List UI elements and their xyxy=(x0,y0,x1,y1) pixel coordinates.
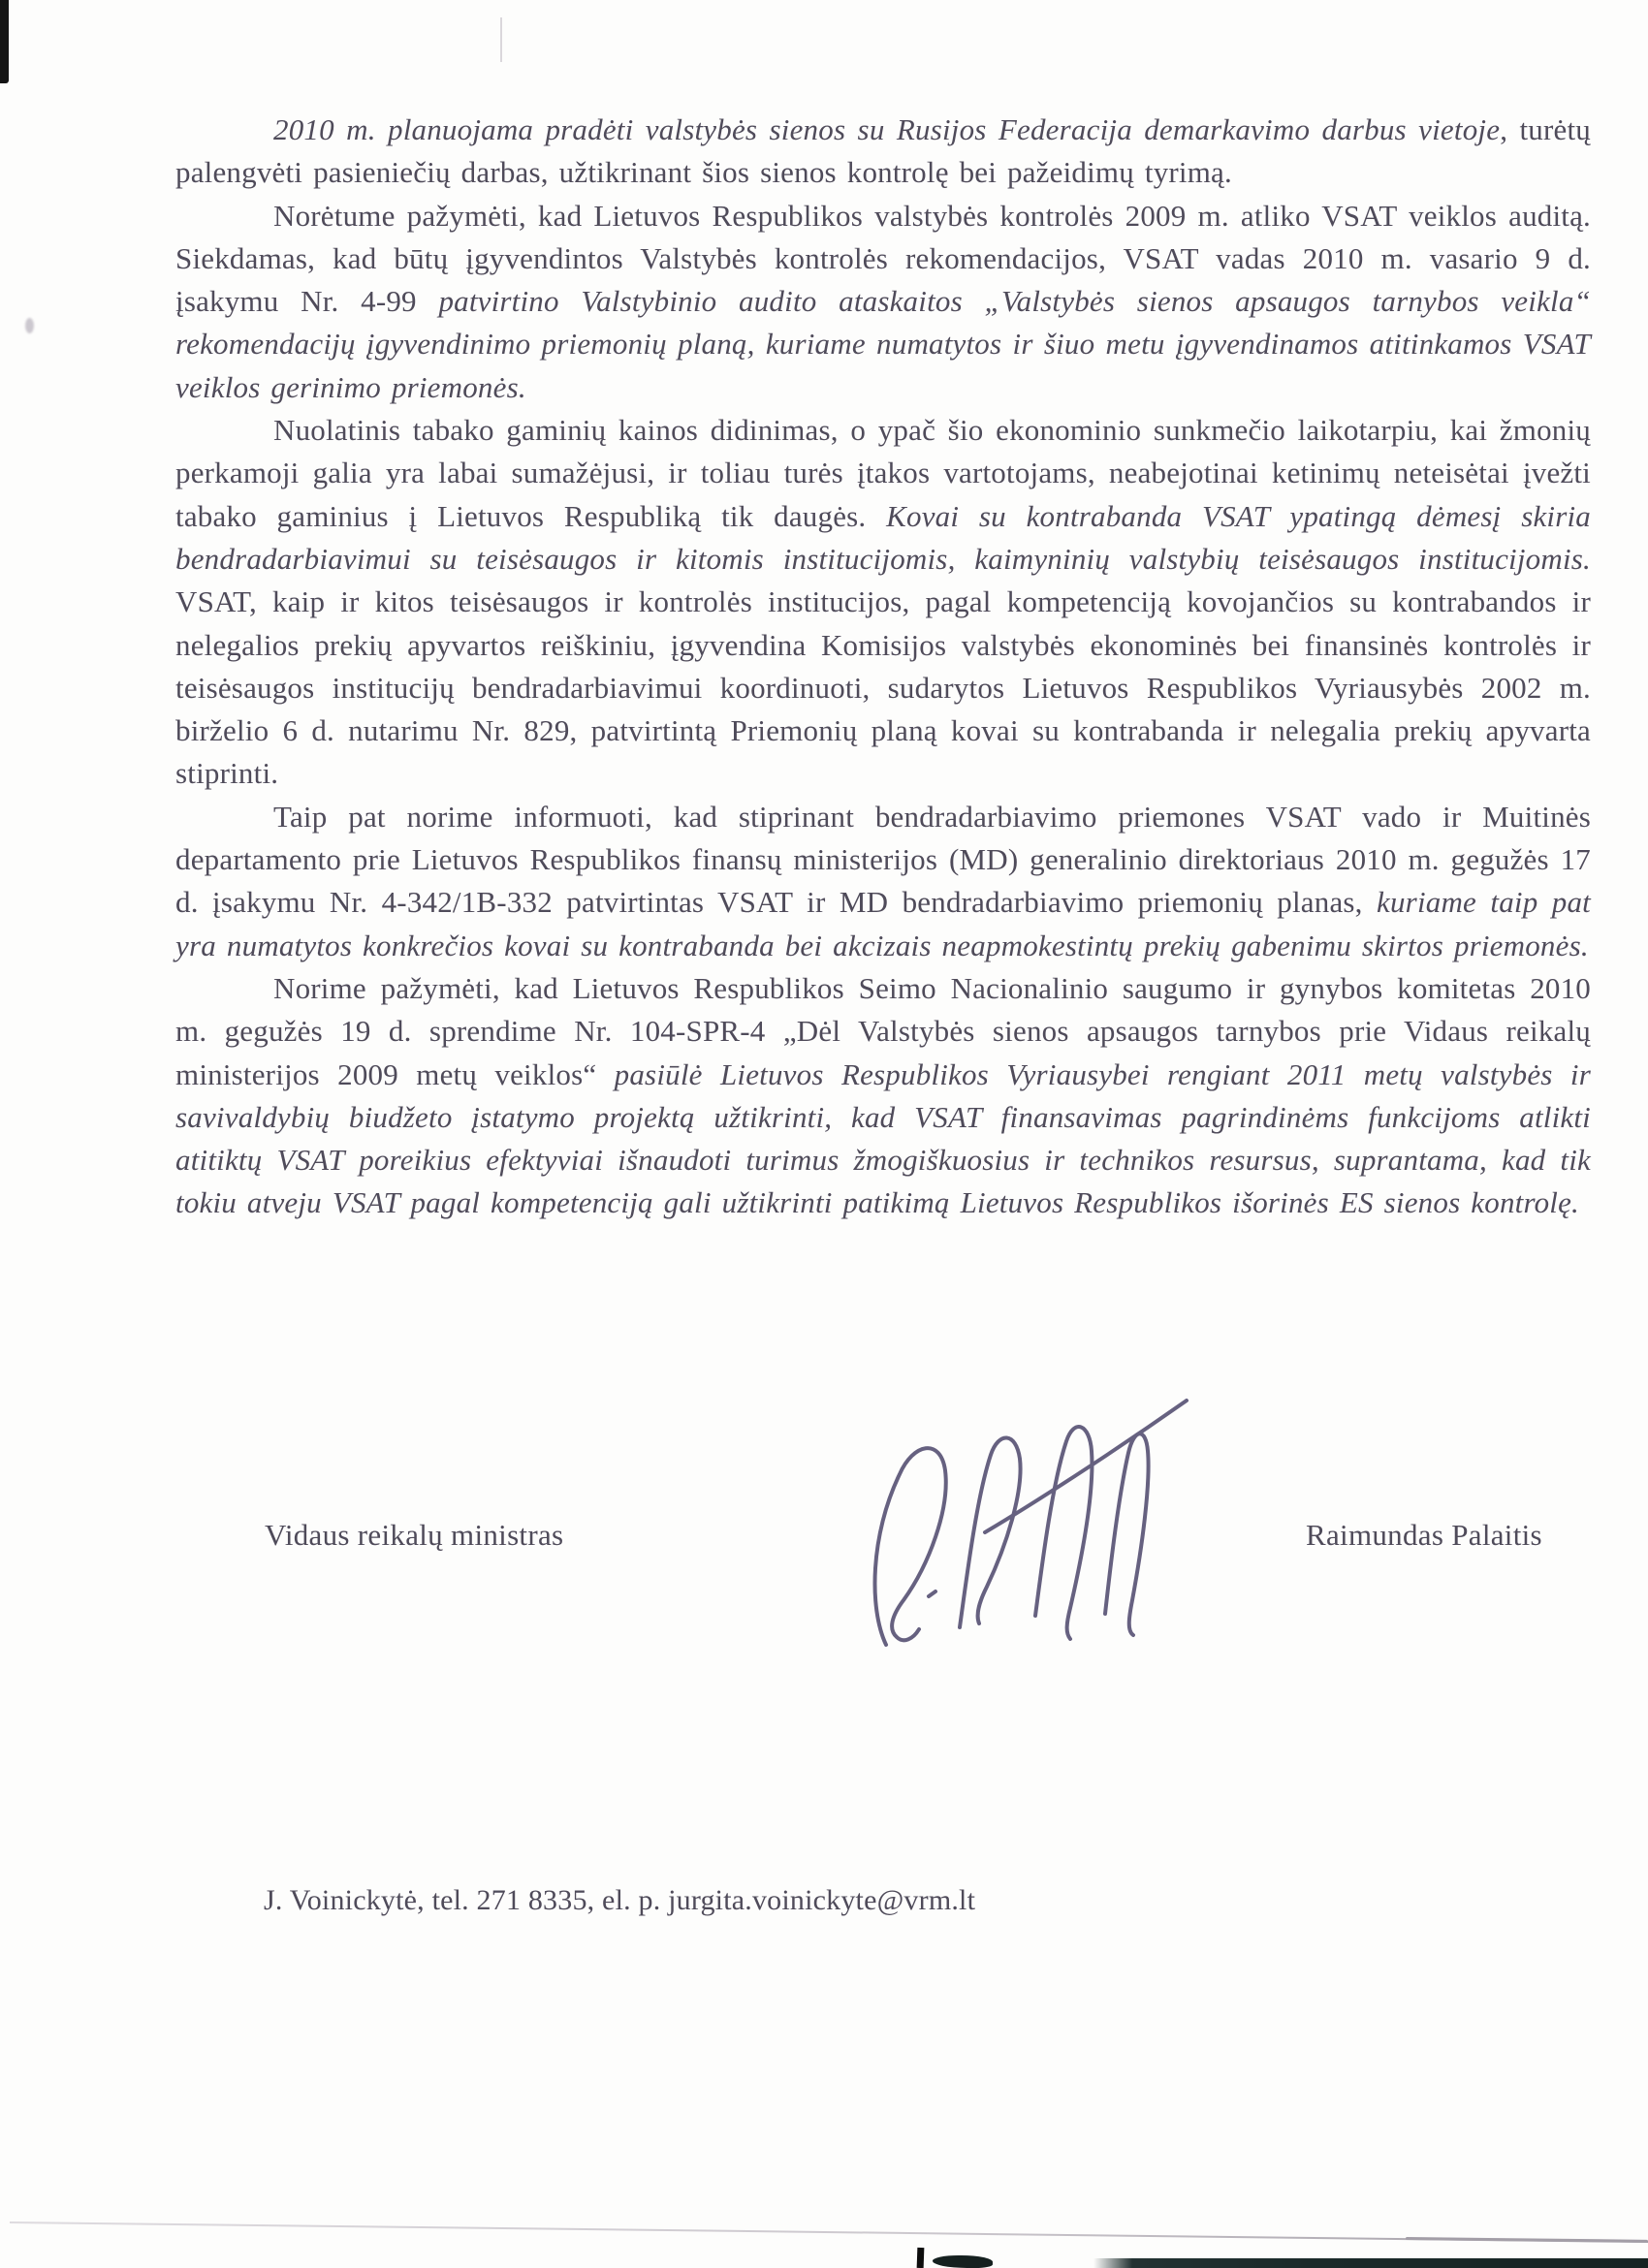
paragraph-segment: Kovai su kontrabanda VSAT ypatingą dėmesį skiria bendradarbiavimui su teisėsaugos ir kitomis institucijomis, kaimyninių valstybių teisėsaugos institucijomis. xyxy=(175,498,1592,576)
paragraph-segment: pasiūlė Lietuvos Respublikos Vyriausybei rengiant 2011 metų valstybės ir savivaldybių biudžeto įstatymo projektą užtikrinti, kad VSAT finansavimas pagrindinėms funkcijoms atlikti atitiktų VSAT poreikius efektyviai išnaudoti turimus žmogiškuosius ir technikos resursus, suprantama, kad tik tokiu atveju VSAT pagal kompetenciją gali užtikrinti patikimą Lietuvos Respublikos išorinės ES sienos kontrolę. xyxy=(175,1056,1591,1220)
paragraph-segment: Taip pat norime informuoti, kad stiprinant bendradarbiavimo priemones VSAT vado ir Muitinės departamento prie Lietuvos Respublikos finansų ministerijos (MD) generalinio direktoriaus 2010 m. gegužės 17 d. įsakymu Nr. 4-342/1B-332 patvirtintas VSAT ir MD bendradarbiavimo priemonių planas, xyxy=(175,799,1591,920)
signer-title: Vidaus reikalų ministras xyxy=(265,1518,564,1552)
paragraph xyxy=(175,109,1591,195)
paragraph-segment: Norėtume pažymėti, kad Lietuvos Respublikos valstybės kontrolės 2009 m. atliko VSAT veiklos auditą. Siekdamas, kad būtų įgyvendintos Valstybės kontrolės rekomendacijos, VSAT vadas 2010 m. vasario 9 d. įsakymu Nr. 4-99 xyxy=(175,198,1591,319)
scan-artifact-top-line xyxy=(500,17,502,62)
paragraph-segment: VSAT, kaip ir kitos teisėsaugos ir kontrolės institucijos, pagal kompetenciją kovojančios su kontrabandos ir nelegalios prekių apyvartos reiškiniu, įgyvendina Komisijos valstybės ekonominės bei finansinės kontrolės ir teisėsaugos institucijų bendradarbiavimui koordinuoti, sudarytos Lietuvos Respublikos Vyriausybės 2002 m. birželio 6 d. nutarimu Nr. 829, patvirtintą Priemonių planą kovai su kontrabanda ir nelegalia prekių apyvarta stiprinti. xyxy=(175,584,1591,791)
paragraph xyxy=(175,796,1591,967)
scan-artifact-bottom-blob xyxy=(933,2255,993,2268)
paragraph xyxy=(175,195,1591,409)
scan-artifact-margin-smudge xyxy=(25,318,34,333)
paragraph-segment: Norime pažymėti, kad Lietuvos Respublikos Seimo Nacionalinio saugumo ir gynybos komitetas 2010 m. gegužės 19 d. sprendime Nr. 104-SPR-4 „Dėl Valstybės sienos apsaugos tarnybos prie Vidaus reikalų ministerijos 2009 metų veiklos“ xyxy=(175,970,1591,1091)
paragraph-segment: kuriame taip pat yra numatytos konkrečios kovai su kontrabanda bei akcizais neapmokestintų prekių gabenimu skirtos priemonės. xyxy=(175,885,1591,962)
paragraph-segment: Nuolatinis tabako gaminių kainos didinimas, o ypač šio ekonominio sunkmečio laikotarpiu, kai žmonių perkamoji galia yra labai sumažėjusi, ir toliau turės įtakos vartotojams, neabejotinai ketinimų neteisėtai įvežti tabako gaminius į Lietuvos Respubliką tik daugės. xyxy=(175,413,1591,533)
scan-artifact-paper-edge-dark xyxy=(1406,2237,1648,2243)
contact-line: J. Voinickytė, tel. 271 8335, el. p. jurgita.voinickyte@vrm.lt xyxy=(264,1884,976,1916)
scan-artifact-paper-edge xyxy=(10,2221,1648,2243)
paragraph xyxy=(175,409,1591,796)
paragraph xyxy=(175,967,1591,1225)
signer-name: Raimundas Palaitis xyxy=(1306,1518,1542,1552)
paragraph-segment: patvirtino Valstybinio audito ataskaitos „Valstybės sienos apsaugos tarnybos veikla“ rekomendacijų įgyvendinimo priemonių planą, kuriame numatytos ir šiuo metu įgyvendinamos atitinkamos VSAT veiklos gerinimo priemonės. xyxy=(175,284,1591,404)
handwritten-signature-icon xyxy=(843,1381,1231,1672)
scan-artifact-bottom-band xyxy=(1093,2258,1648,2268)
paragraph-segment: , turėtų palengvėti pasieniečių darbas, užtikrinant šios sienos kontrolę bei pažeidimų tyrimą. xyxy=(175,112,1591,190)
letter-body xyxy=(175,109,1591,1225)
scan-artifact-bottom-tick xyxy=(917,2248,925,2268)
scan-artifact-top-left xyxy=(0,0,9,83)
paragraph-segment: 2010 m. planuojama pradėti valstybės sienos su Rusijos Federacija demarkavimo darbus vietoje xyxy=(273,112,1501,146)
